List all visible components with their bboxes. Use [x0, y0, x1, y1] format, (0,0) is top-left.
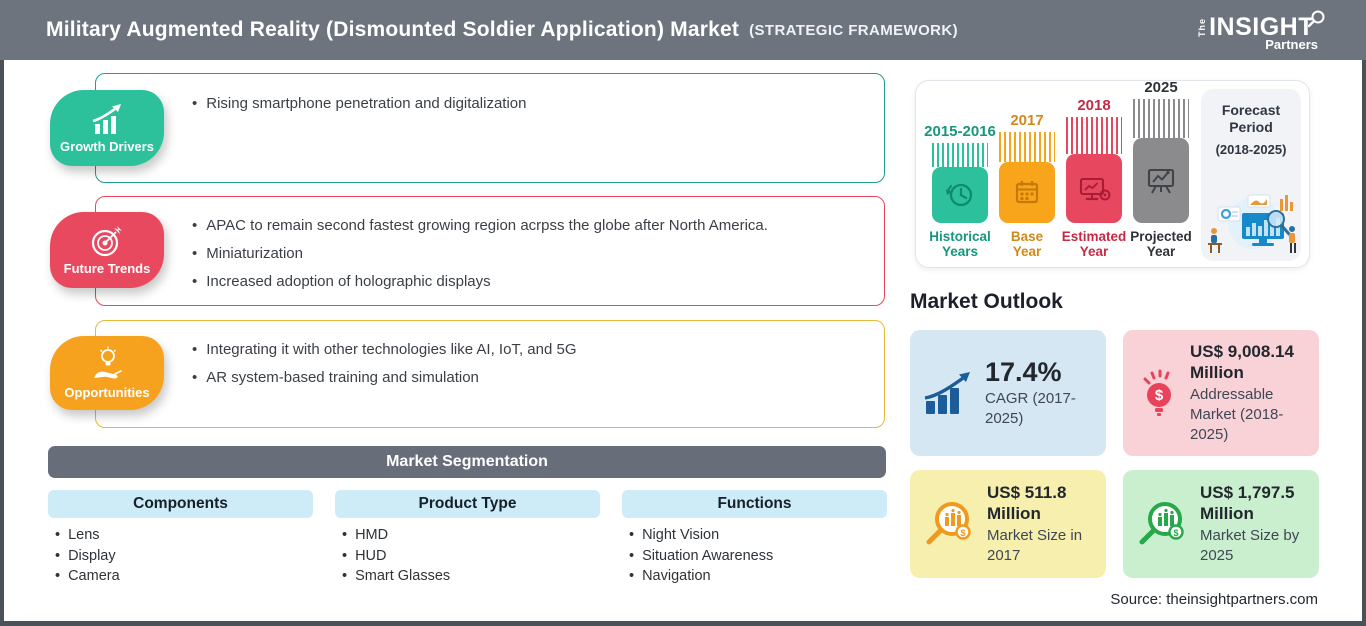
market-segmentation-bar — [48, 446, 886, 478]
forecast-timeline-card — [915, 80, 1310, 268]
cagr-card — [910, 330, 1106, 456]
cagr-desc: CAGR (2017-2025) — [985, 390, 1076, 427]
computer-analytics-icon — [1076, 173, 1112, 205]
future-trends-list — [96, 197, 884, 291]
timeline-label: Projected Year — [1130, 229, 1192, 259]
card-text — [1190, 341, 1309, 445]
source-attribution: Source: theinsightpartners.com — [1110, 591, 1318, 608]
card-text — [1200, 482, 1309, 566]
bar-stripe — [999, 132, 1055, 162]
magnifier-chart-icon — [1135, 498, 1191, 550]
bullet-dot: • — [55, 568, 61, 584]
list-item-text: Night Vision — [642, 527, 720, 543]
list-item — [629, 546, 773, 567]
bullet-dot: • — [55, 527, 61, 543]
insight-partners-logo — [1198, 10, 1326, 51]
future-trends-badge — [50, 212, 164, 288]
bullet-dot: • — [342, 568, 348, 584]
bullet-dot: • — [192, 245, 198, 262]
bar-stripe — [932, 143, 988, 167]
functions-list — [629, 525, 773, 587]
market-size-2025-desc: Market Size by 2025 — [1200, 527, 1300, 564]
logo-insight-text: INSIGHT — [1209, 12, 1314, 41]
bar-stripe — [1133, 99, 1189, 138]
bar-chart-growth-icon — [87, 103, 127, 136]
card-text — [987, 482, 1096, 566]
forecast-period-title: Forecast Period — [1221, 102, 1281, 135]
bullet-text: APAC to remain second fastest growing region acrpss the globe after North America. — [206, 217, 768, 234]
bullet-dot: • — [629, 568, 635, 584]
bullet-text: Miniaturization — [206, 245, 303, 262]
hand-lightbulb-icon — [88, 346, 126, 382]
addressable-market-card — [1123, 330, 1319, 456]
column-header-components — [48, 490, 313, 518]
calendar-icon — [1011, 177, 1043, 209]
bullet-dot: • — [192, 217, 198, 234]
list-item — [342, 566, 450, 587]
market-outlook-title: Market Outlook — [910, 290, 1063, 313]
list-item-text: Lens — [68, 527, 100, 543]
market-size-2025-card — [1123, 470, 1319, 578]
bullet-dot: • — [55, 547, 61, 564]
forecast-period-range: (2018-2025) — [1215, 142, 1287, 157]
column-header-product-type — [335, 490, 600, 518]
bullet-dot: • — [192, 95, 198, 112]
svg-text:$: $ — [960, 528, 966, 538]
bullet-dot: • — [629, 547, 635, 564]
list-item — [342, 546, 450, 567]
timeline-year: 2017 — [1010, 112, 1044, 129]
list-item-text: Display — [68, 547, 116, 564]
components-list — [55, 525, 120, 587]
column-header-functions — [622, 490, 887, 518]
bullet-text: Increased adoption of holographic displays — [206, 273, 491, 290]
magnifier-chart-icon — [922, 498, 978, 550]
bullet-dot: • — [342, 547, 348, 564]
segmentation-title: Market Segmentation — [386, 453, 548, 470]
forecast-period-panel — [1201, 89, 1301, 261]
growth-chart-icon — [922, 370, 976, 416]
addressable-market-value: US$ 9,008.14 Million — [1190, 342, 1294, 382]
timeline-bars — [924, 79, 1192, 261]
badge-label: Opportunities — [64, 385, 150, 400]
opportunities-badge — [50, 336, 164, 410]
list-item — [55, 566, 120, 587]
bullet-dot: • — [192, 341, 198, 358]
analysts-illustration — [1202, 193, 1300, 257]
market-size-2017-desc: Market Size in 2017 — [987, 527, 1083, 564]
addressable-market-desc: Addressable Market (2018-2025) — [1190, 386, 1284, 443]
list-item — [629, 566, 773, 587]
bullet-dot: • — [192, 369, 198, 386]
list-item — [192, 217, 864, 235]
bullet-dot: • — [342, 527, 348, 543]
timeline-bar-estimated — [1061, 97, 1127, 261]
product-type-list — [342, 525, 450, 587]
timeline-bar-projected — [1130, 79, 1192, 261]
list-item — [192, 273, 864, 291]
bar-solid — [1133, 138, 1189, 223]
column-header-text: Components — [133, 495, 228, 512]
presentation-chart-icon — [1143, 165, 1179, 197]
header-bar — [0, 0, 1366, 60]
cagr-value: 17.4% — [985, 357, 1062, 387]
svg-text:$: $ — [1173, 528, 1179, 538]
growth-drivers-list — [96, 74, 884, 113]
timeline-year: 2018 — [1077, 97, 1111, 114]
bar-solid — [999, 162, 1055, 223]
list-item-text: Camera — [68, 568, 120, 584]
svg-text:$: $ — [1154, 387, 1164, 404]
badge-label: Future Trends — [63, 261, 151, 276]
logo-partners-text: Partners — [1265, 36, 1318, 52]
list-item — [192, 95, 864, 113]
history-clock-icon — [943, 179, 977, 211]
list-item — [629, 525, 773, 546]
logo-the-text: The — [1197, 18, 1208, 38]
market-size-2017-value: US$ 511.8 Million — [987, 483, 1067, 523]
list-item-text: Smart Glasses — [355, 568, 451, 584]
lightbulb-dollar-icon — [1135, 365, 1181, 421]
list-item-text: HUD — [355, 547, 387, 564]
timeline-label: Historical Years — [929, 229, 991, 259]
list-item — [192, 369, 864, 387]
column-header-text: Functions — [717, 495, 792, 512]
market-size-2017-card — [910, 470, 1106, 578]
bullet-text: AR system-based training and simulation — [206, 369, 479, 386]
badge-label: Growth Drivers — [60, 138, 154, 154]
opportunities-list — [96, 321, 884, 387]
growth-drivers-badge — [50, 90, 164, 166]
bar-solid — [932, 167, 988, 223]
bar-stripe — [1066, 117, 1122, 154]
bullet-text: Integrating it with other technologies like AI, IoT, and 5G — [206, 341, 577, 358]
target-dart-icon — [89, 224, 125, 258]
bullet-dot: • — [629, 527, 635, 543]
list-item — [55, 546, 120, 567]
timeline-bar-historical — [924, 123, 996, 261]
future-trends-box — [95, 196, 885, 306]
timeline-label: Estimated Year — [1061, 229, 1127, 259]
market-size-2025-value: US$ 1,797.5 Million — [1200, 483, 1295, 523]
timeline-year: 2025 — [1144, 79, 1178, 96]
column-header-text: Product Type — [418, 495, 517, 512]
opportunities-box — [95, 320, 885, 428]
page-title: Military Augmented Reality (Dismounted Soldier Application) Market — [46, 18, 740, 41]
list-item-text: HMD — [355, 527, 389, 543]
bullet-text: Rising smartphone penetration and digitalization — [206, 95, 527, 112]
list-item-text: Navigation — [642, 568, 711, 584]
list-item — [192, 341, 864, 359]
list-item — [55, 525, 120, 546]
growth-drivers-box — [95, 73, 885, 183]
timeline-bar-base — [999, 112, 1055, 261]
bar-solid — [1066, 154, 1122, 223]
card-text — [985, 357, 1096, 429]
list-item — [342, 525, 450, 546]
timeline-label: Base Year — [1010, 229, 1044, 259]
bullet-dot: • — [192, 273, 198, 290]
list-item-text: Situation Awareness — [642, 547, 774, 564]
list-item — [192, 245, 864, 263]
page-subtitle: (STRATEGIC FRAMEWORK) — [749, 21, 959, 39]
timeline-year: 2015-2016 — [924, 123, 996, 140]
